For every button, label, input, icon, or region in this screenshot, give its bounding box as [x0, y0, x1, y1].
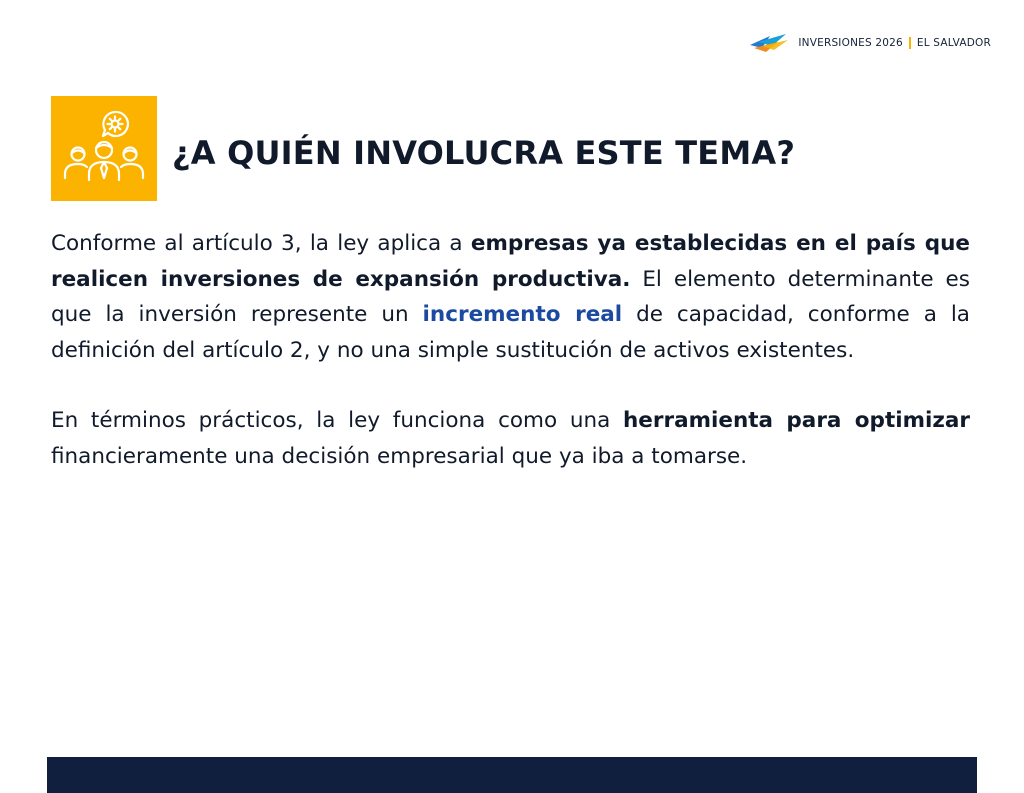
- paragraph-scope: [51, 226, 970, 368]
- team-gear-icon: [61, 106, 147, 192]
- paper-plane-logo-icon: [748, 32, 790, 54]
- paragraph-text: de capacidad, conforme a la definición del artículo 2, y no una simple sustitución de activos existentes.: [51, 302, 970, 363]
- title-icon-box: [51, 96, 157, 201]
- header-divider: [909, 37, 911, 49]
- page-title: ¿A QUIÉN INVOLUCRA ESTE TEMA?: [172, 134, 796, 172]
- paragraph-text: El elemento determinante es que la inversión represente un: [51, 266, 970, 327]
- paragraph-text: Conforme al artículo 3, la ley aplica a: [51, 231, 471, 256]
- page-header: [748, 32, 991, 54]
- highlight-phrase: incremento real: [422, 302, 623, 327]
- paragraph-text: financieramente una decisión empresarial que ya iba a tomarse.: [51, 443, 748, 469]
- header-country-label: EL SALVADOR: [916, 37, 991, 49]
- header-brand-label: INVERSIONES 2026: [798, 37, 903, 49]
- footer-bar: [47, 757, 977, 793]
- paragraph-text: En términos prácticos, la ley funciona como una: [51, 408, 623, 433]
- paragraph-practical: [51, 403, 970, 474]
- bold-phrase: empresas ya establecidas en el país que realicen inversiones de expansión productiva.: [51, 231, 970, 292]
- body-content: [51, 226, 970, 474]
- bold-phrase: herramienta para optimizar: [623, 408, 970, 433]
- header-brand: [798, 37, 991, 49]
